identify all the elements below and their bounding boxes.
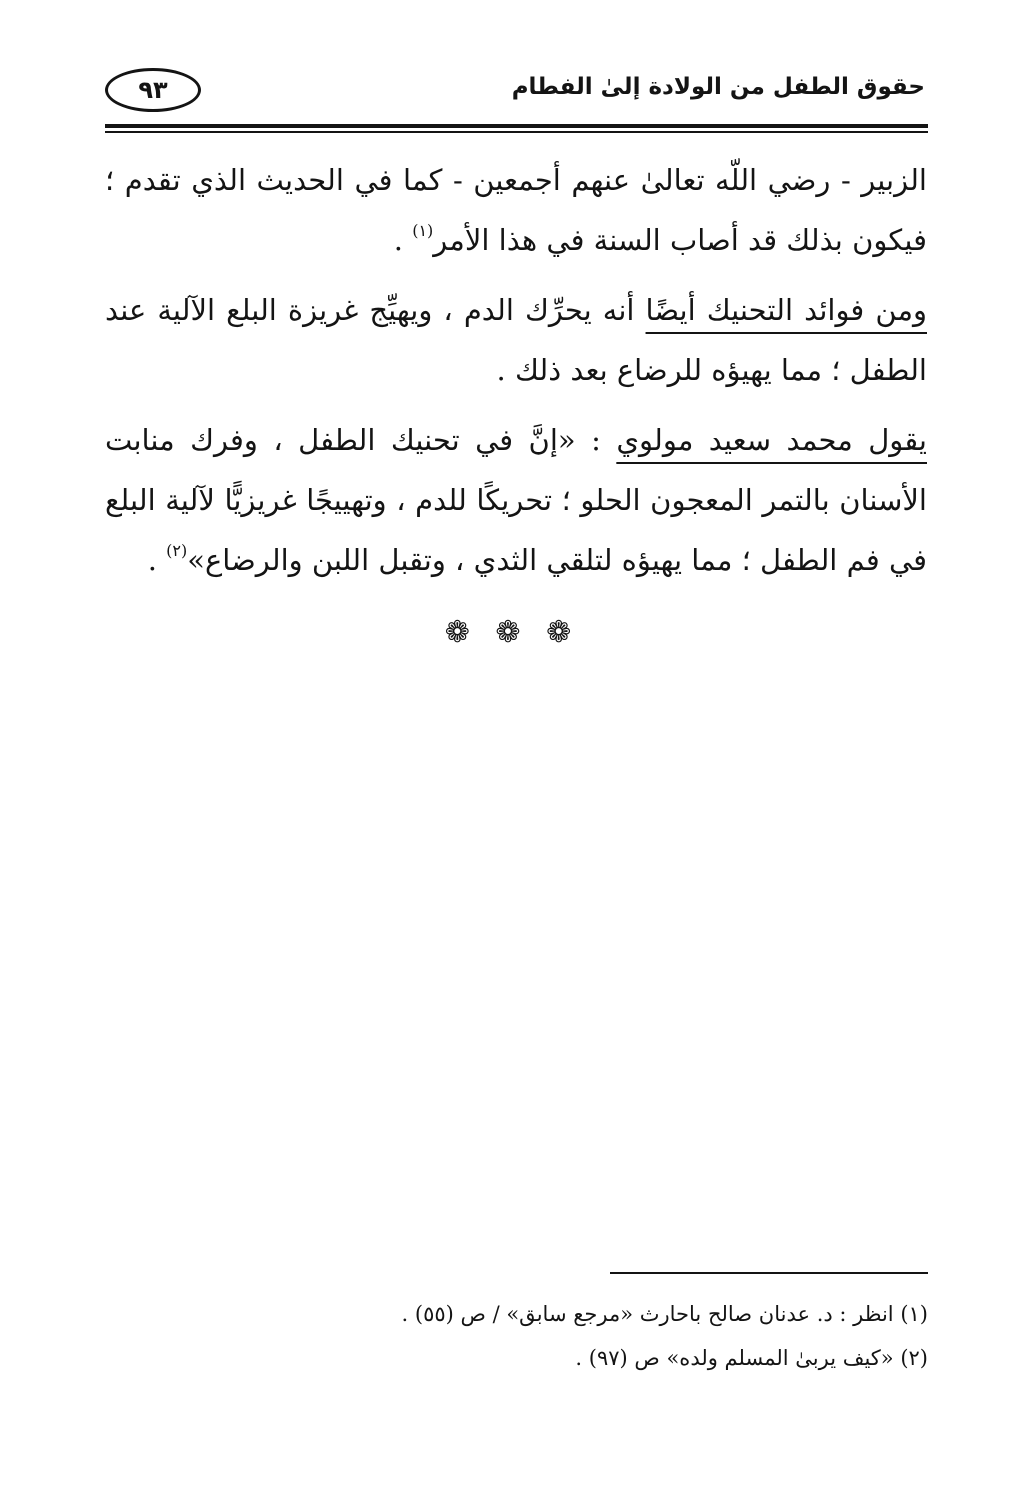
- paragraph-1-end: .: [393, 223, 413, 257]
- main-text: [105, 150, 927, 600]
- footnote-ref-2: (٢): [166, 541, 188, 560]
- running-title: حقوق الطفل من الولادة إلىٰ الفطام: [511, 74, 925, 100]
- section-divider-ornament: ❁ ❁ ❁: [444, 615, 580, 650]
- header-rule-thick: [105, 124, 928, 128]
- paragraph-1: [105, 150, 927, 270]
- footnote-2: (٢) «كيف يربىٰ المسلم ولده» ص (٩٧) .: [575, 1346, 928, 1370]
- footnote-1: (١) انظر : د. عدنان صالح باحارث «مرجع سابق» / ص (٥٥) .: [401, 1302, 928, 1326]
- page-number-badge: ٩٣: [105, 68, 201, 112]
- footnote-separator: [610, 1272, 928, 1274]
- page-header: [105, 62, 925, 122]
- footnote-ref-1: (١): [412, 221, 434, 240]
- footnotes: [250, 1292, 928, 1380]
- paragraph-2-lead: ومن فوائد التحنيك أيضًا: [645, 293, 927, 327]
- paragraph-3-text: : «إنَّ في تحنيك الطفل ، وفرك منابت الأسنان بالتمر المعجون الحلو ؛ تحريكًا للدم ، وتهييجًا غريزيًّا لآلية البلع في فم الطفل ؛ مما يهيؤه لتلقي الثدي ، وتقبل اللبن والرضاع»: [105, 423, 927, 577]
- paragraph-3-lead: يقول محمد سعيد مولوي: [616, 423, 927, 457]
- paragraph-3-end: .: [147, 543, 167, 577]
- paragraph-2: [105, 280, 927, 400]
- paragraph-2-text: أنه يحرِّك الدم ، ويهيِّج غريزة البلع الآلية عند الطفل ؛ مما يهيؤه للرضاع بعد ذلك .: [105, 293, 927, 387]
- paragraph-3: [105, 410, 927, 590]
- paragraph-1-text: الزبير - رضي اللّه تعالىٰ عنهم أجمعين - كما في الحديث الذي تقدم ؛ فيكون بذلك قد أصاب السنة في هذا الأمر: [105, 163, 927, 257]
- header-rule-thin: [105, 131, 928, 133]
